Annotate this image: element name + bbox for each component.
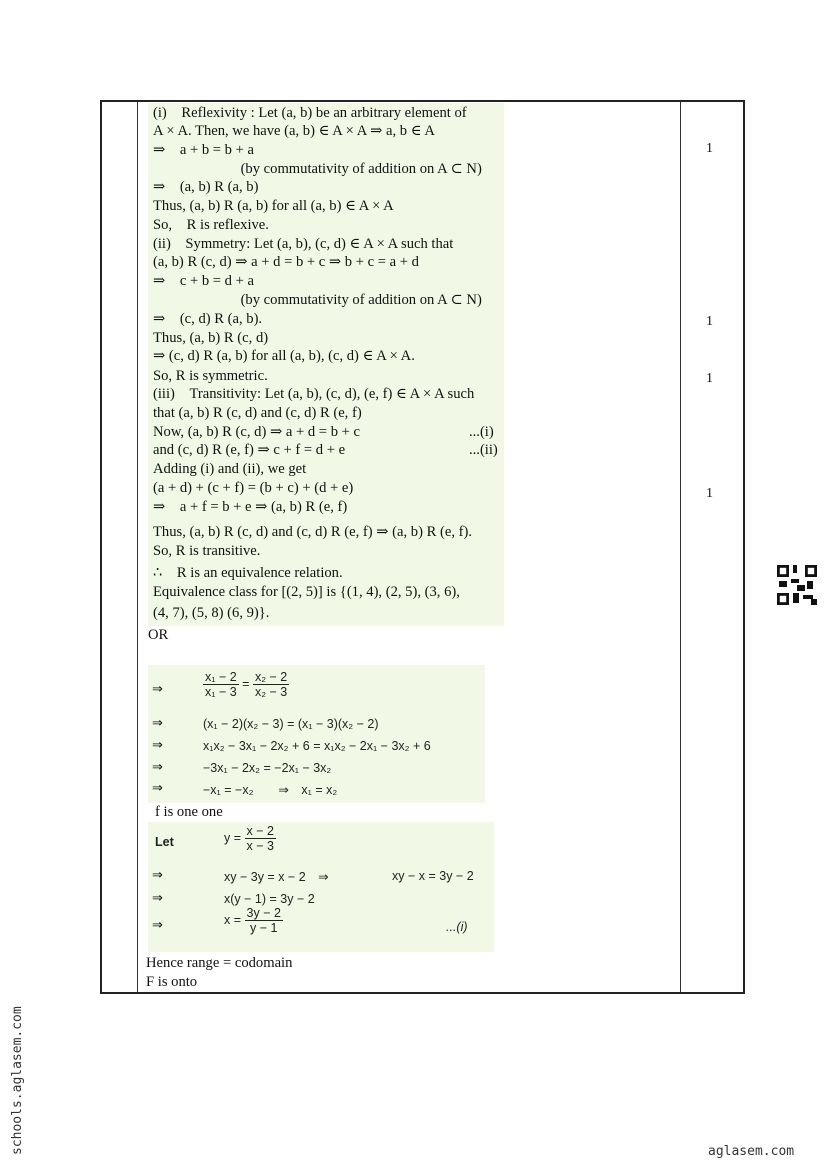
- proof-line: [153, 104, 467, 122]
- highlight-box-onto: [148, 822, 494, 952]
- numerator: x₁ − 2: [205, 670, 237, 684]
- denominator: x₂ − 3: [254, 685, 288, 699]
- proof-line-text: (iii) Transitivity: Let (a, b), (c, d), (e, f) ∈ A × A such: [153, 386, 475, 402]
- proof-line: [153, 604, 269, 622]
- denominator: y − 1: [249, 921, 278, 935]
- numerator: x − 2: [246, 824, 274, 838]
- fraction-right: [253, 670, 289, 699]
- proof-line-text: Thus, (a, b) R (a, b) for all (a, b) ∈ A × A: [153, 198, 394, 214]
- proof-line-text: So, R is reflexive.: [153, 217, 269, 233]
- proof-line: [153, 329, 268, 347]
- mark-value: 1: [706, 371, 713, 386]
- proof-line: [153, 141, 254, 159]
- or-label: OR: [148, 627, 169, 643]
- mark-value: 1: [706, 141, 713, 156]
- proof-line-text: So, R is transitive.: [153, 543, 261, 559]
- proof-line-text: Thus, (a, b) R (c, d): [153, 330, 269, 346]
- proof-line-text: ⇒ (c, d) R (a, b) for all (a, b), (c, d) ∈ A × A.: [153, 348, 415, 364]
- equation-tag: ...(i): [446, 920, 468, 934]
- proof-line-text: Equivalence class for [(2, 5)] is {(1, 4), (2, 5), (3, 6),: [153, 584, 460, 600]
- one-one-conclusion: f is one one: [155, 804, 223, 820]
- proof-line: [153, 310, 262, 328]
- implies-symbol: ⇒: [152, 891, 163, 906]
- proof-line: [153, 197, 394, 215]
- implies-symbol: ⇒: [152, 738, 163, 753]
- proof-line: [153, 272, 254, 290]
- proof-line: [153, 253, 419, 271]
- equation-line: −x₁ = −x₂ ⇒ x₁ = x₂: [203, 783, 338, 797]
- numerator: 3y − 2: [246, 906, 281, 920]
- proof-line: [153, 460, 306, 478]
- proof-line: [153, 385, 474, 403]
- proof-line-text: (by commutativity of addition on A ⊂ N): [153, 292, 482, 308]
- proof-line: [153, 441, 498, 459]
- denominator: x₁ − 3: [205, 685, 237, 699]
- proof-line-text: that (a, b) R (c, d) and (c, d) R (e, f): [153, 405, 362, 421]
- proof-line-text: (ii) Symmetry: Let (a, b), (c, d) ∈ A × A such that: [153, 236, 454, 252]
- watermark-left: schools.aglasem.com: [10, 1006, 25, 1155]
- proof-line-text: (a + d) + (c + f) = (b + c) + (d + e): [153, 480, 354, 496]
- denominator: x − 3: [246, 839, 274, 853]
- proof-line: [153, 178, 258, 196]
- proof-line-text: ∴ R is an equivalence relation.: [153, 565, 343, 581]
- proof-line: [153, 479, 353, 497]
- column-divider: [137, 102, 138, 992]
- implies-symbol: ⇒: [152, 781, 163, 796]
- equals: =: [242, 676, 250, 691]
- equation-line: x₁x₂ − 3x₁ − 2x₂ + 6 = x₁x₂ − 2x₁ − 3x₂ + 6: [203, 739, 431, 753]
- onto-conclusion: F is onto: [146, 974, 198, 990]
- proof-line: [153, 564, 343, 582]
- proof-line-text: Now, (a, b) R (c, d) ⇒ a + d = b + c: [153, 424, 360, 440]
- proof-line-text: (4, 7), (5, 8) (6, 9)}.: [153, 605, 270, 621]
- proof-line-text: (by commutativity of addition on A ⊂ N): [153, 161, 482, 177]
- proof-line: [153, 122, 435, 140]
- implies-symbol: ⇒: [152, 682, 163, 697]
- proof-line-text: (i) Reflexivity : Let (a, b) be an arbitrary element of: [153, 105, 467, 121]
- proof-line: [153, 498, 347, 516]
- proof-line: [153, 291, 482, 309]
- implies-symbol: ⇒: [152, 868, 163, 883]
- proof-line-text: (a, b) R (c, d) ⇒ a + d = b + c ⇒ b + c = a + d: [153, 254, 419, 270]
- proof-line-text: ⇒ a + f = b + e ⇒ (a, b) R (e, f): [153, 499, 348, 515]
- proof-line-text: and (c, d) R (e, f) ⇒ c + f = d + e: [153, 442, 346, 458]
- range-conclusion: Hence range = codomain: [146, 955, 293, 971]
- column-divider: [680, 102, 681, 992]
- let-label: Let: [155, 835, 174, 849]
- proof-line-text: A × A. Then, we have (a, b) ∈ A × A ⇒ a, b ∈ A: [153, 123, 435, 139]
- lhs: y =: [224, 830, 242, 845]
- proof-line: [153, 160, 482, 178]
- proof-line: [153, 347, 415, 365]
- equation-tag: ...(i): [469, 424, 494, 440]
- equation-line: x(y − 1) = 3y − 2: [224, 892, 315, 906]
- fraction-equation: [203, 670, 289, 699]
- mark-value: 1: [706, 486, 713, 501]
- proof-line: [153, 235, 453, 253]
- fraction: [245, 824, 276, 853]
- proof-line-text: ⇒ c + b = d + a: [153, 273, 254, 289]
- proof-line-text: Thus, (a, b) R (c, d) and (c, d) R (e, f) ⇒ (a, b) R (e, f).: [153, 524, 472, 540]
- proof-line: [153, 367, 268, 385]
- implies-symbol: ⇒: [152, 716, 163, 731]
- proof-line: [153, 404, 362, 422]
- y-definition: [224, 824, 276, 853]
- proof-line: [153, 583, 460, 601]
- equation-line: xy − 3y = x − 2 ⇒: [224, 870, 329, 884]
- watermark-right: aglasem.com: [708, 1144, 795, 1159]
- implies-symbol: ⇒: [152, 760, 163, 775]
- implies-symbol: ⇒: [152, 918, 163, 933]
- equation-line: (x₁ − 2)(x₂ − 3) = (x₁ − 3)(x₂ − 2): [203, 717, 379, 731]
- fraction: [245, 906, 283, 935]
- proof-line: [153, 542, 260, 560]
- proof-line-text: Adding (i) and (ii), we get: [153, 461, 307, 477]
- proof-line-text: ⇒ (c, d) R (a, b).: [153, 311, 263, 327]
- proof-line: [153, 523, 472, 541]
- equation-line: −3x₁ − 2x₂ = −2x₁ − 3x₂: [203, 761, 332, 775]
- proof-line-text: So, R is symmetric.: [153, 368, 268, 384]
- proof-line-text: ⇒ (a, b) R (a, b): [153, 179, 259, 195]
- proof-line: [153, 216, 269, 234]
- lhs: x =: [224, 912, 242, 927]
- proof-line: [153, 423, 494, 441]
- numerator: x₂ − 2: [254, 670, 288, 684]
- equation-line: xy − x = 3y − 2: [392, 869, 474, 883]
- mark-value: 1: [706, 314, 713, 329]
- fraction-left: [203, 670, 239, 699]
- equation-tag: ...(ii): [469, 442, 498, 458]
- x-definition: [224, 906, 283, 935]
- proof-line-text: ⇒ a + b = b + a: [153, 142, 254, 158]
- qr-code-icon: [777, 565, 817, 605]
